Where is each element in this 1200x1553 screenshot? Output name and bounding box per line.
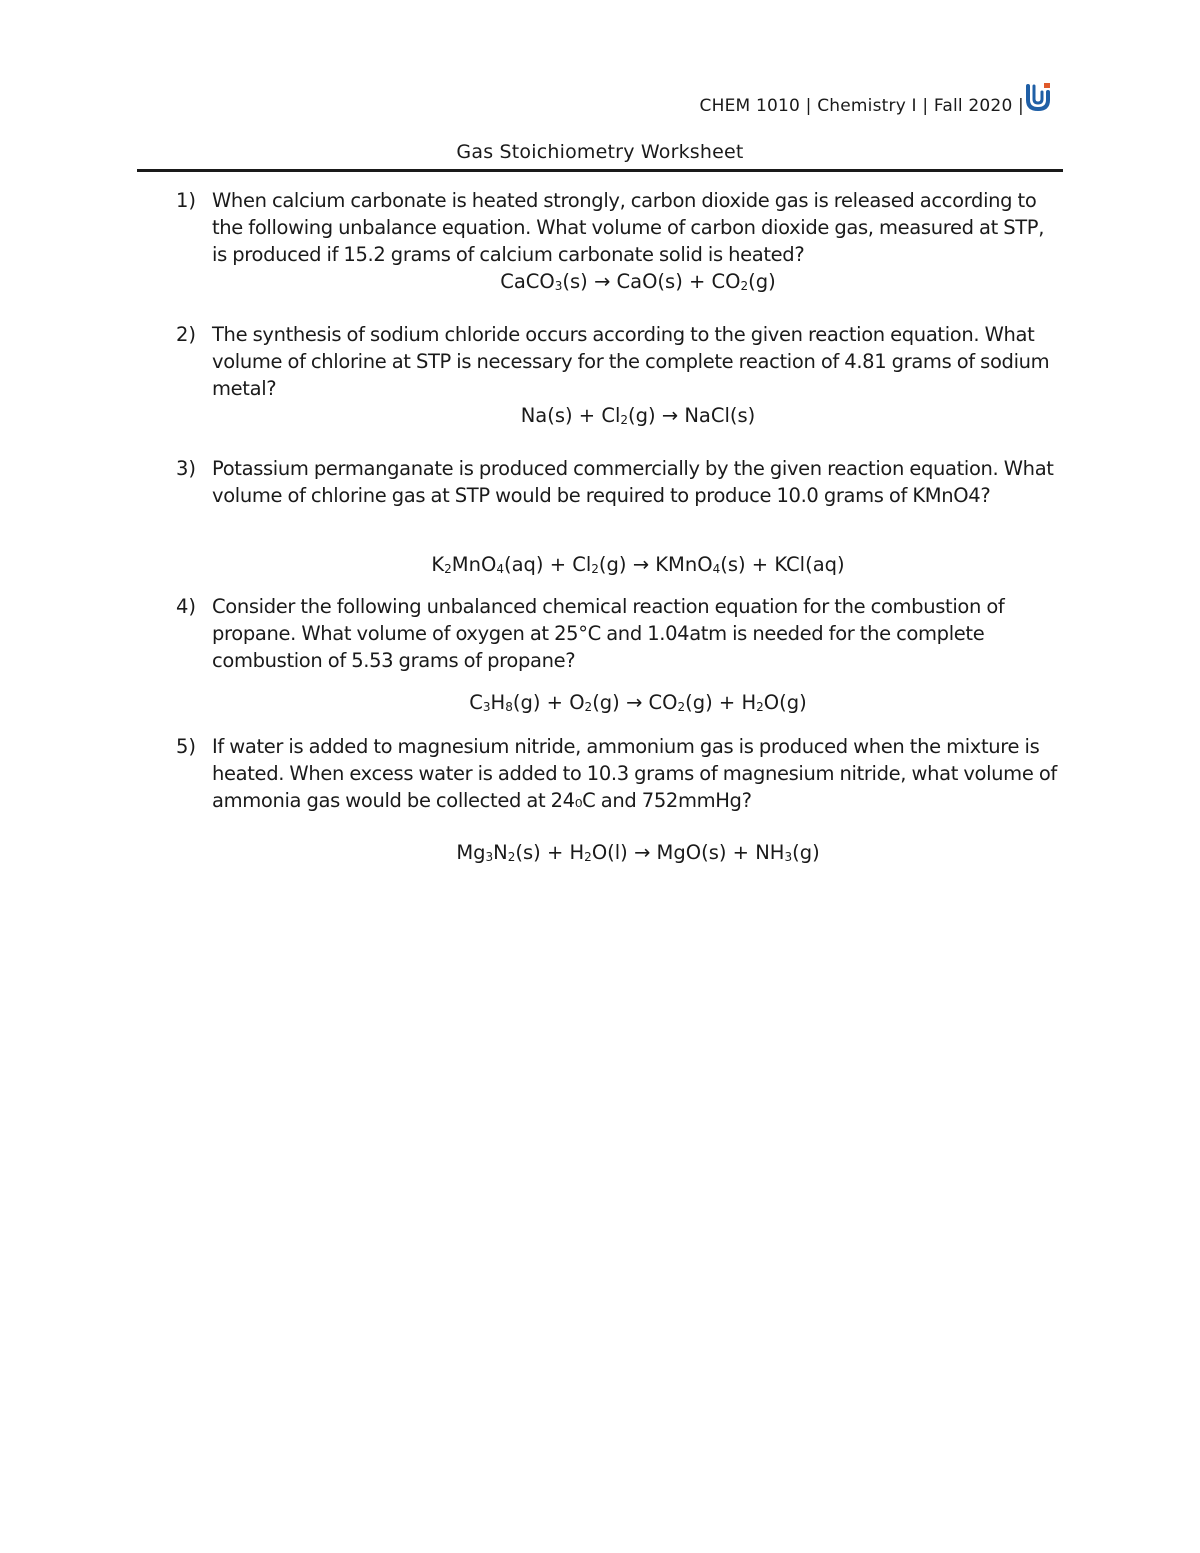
university-logo-icon: [1024, 80, 1054, 112]
question-text: Consider the following unbalanced chemical reaction equation for the combustion of propane. What volume of oxygen at 25°C and 1.04atm is needed for the complete combustion of 5.53 grams of propane?: [212, 595, 1005, 672]
reaction-equation: $Mg_3N_2(s) + H_2O(l) \to MgO(s) + NH_3(g)$: [456, 841, 820, 864]
question-text: If water is added to magnesium nitride, ammonium gas is produced when the mixture is heated. When excess water is added to 10.3 grams of magnesium nitride, what volume of ammonia gas would be collected at 24₀C and 752mmHg?: [212, 735, 1057, 812]
reaction-equation: $Na(s) + Cl_2(g)$ → NaCl(s): [520, 404, 756, 427]
question-number: 5): [176, 735, 197, 758]
worksheet-title: Gas Stoichiometry Worksheet: [456, 141, 744, 163]
question-number: 4): [176, 595, 197, 618]
question-number: 1): [176, 189, 197, 212]
question-text: Potassium permanganate is produced commercially by the given reaction equation. What volume of chlorine gas at STP would be required to produce 10.0 grams of KMnO4?: [212, 457, 1054, 507]
reaction-equation: $C_3H_8(g) + O_2(g) \to CO_2(g) + H_2O(g)$: [469, 691, 807, 714]
question-number: 3): [176, 457, 197, 480]
course-header: CHEM 1010 | Chemistry I | Fall 2020 |: [699, 96, 1024, 116]
title-divider: [137, 169, 1063, 172]
reaction-equation: CaCO$_3$(s) → $CaO(s) + CO_2(g)$: [500, 270, 776, 293]
question-text: The synthesis of sodium chloride occurs according to the given reaction equation. What volume of chlorine at STP is necessary for the complete reaction of 4.81 grams of sodium metal?: [212, 323, 1050, 400]
reaction-equation: $K_2MnO_4(aq) + Cl_2(g)$ → KMnO$_4$(s) + KCl(aq): [431, 553, 845, 576]
question-number: 2): [176, 323, 197, 346]
question-text: When calcium carbonate is heated strongly, carbon dioxide gas is released according to the following unbalance equation. What volume of carbon dioxide gas, measured at STP, is produced if 15.2 grams of calcium carbonate solid is heated?: [212, 189, 1045, 266]
